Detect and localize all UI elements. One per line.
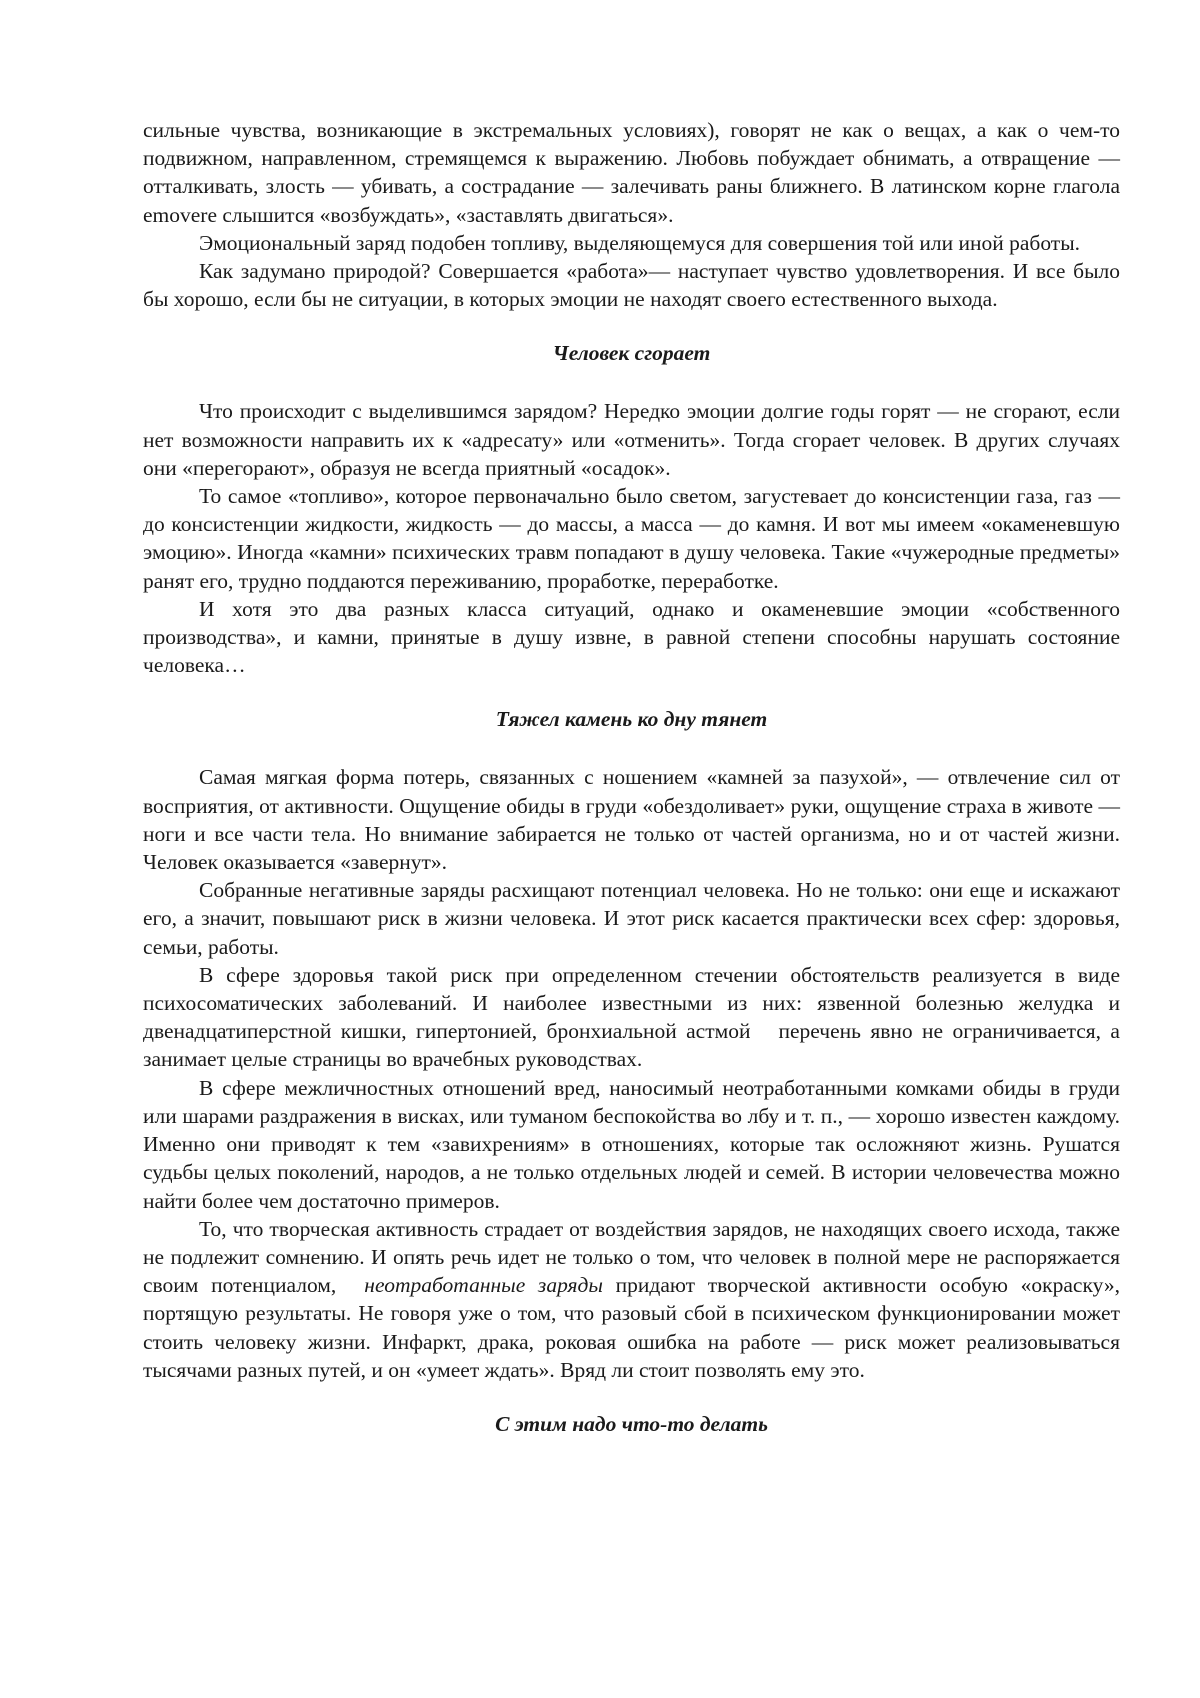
paragraph: И хотя это два разных класса ситуаций, однако и окаменевшие эмоции «собственного производства», и камни, принятые в душу извне, в равной степени способны нарушать состояние человека… [143,596,1120,678]
paragraph [143,1215,1120,1384]
paragraph-part: То, что творческая активность страдает от воздействия зарядов, не находящих своего исхода, также не подлежит сомнению. И опять речь идет не только о том, что человек в полной мере не распоряжается своим потенциалом, [143,1216,1120,1298]
paragraph: Как задумано природой? Совершается «работа»— наступает чувство удовлетворения. И все было бы хорошо, если бы не ситуации, в которых эмоции не находят своего естественного выхода. [143,259,1120,312]
paragraph: В сфере межличностных отношений вред, наносимый неотработанными комками обиды в груди или шарами раздражения в висках, или туманом беспокойства во лбу и т. п., — хорошо известен каждому. Именно они приводят к тем «завихрениям» в отношениях, которые так осложняют жизнь. Рушатся судьбы целых поколений, народов, а не только отдельных людей и семей. В истории человечества можно найти более чем достаточно примеров. [143,1075,1120,1213]
section-heading: Человек сгорает [552,341,711,366]
section-heading: Тяжел камень ко дну тянет [495,707,768,732]
paragraph-part: В сфере здоровья такой риск при определенном стечении обстоятельств реализуется в виде психосоматических заболеваний. И наиболее известными из них: язвенной болезнью желудка и двенадцатиперстной кишки, гипертонией, бронхиальной астмой [143,962,1120,1044]
paragraph: Что происходит с выделившимся зарядом? Нередко эмоции долгие годы горят — не сгорают, если нет возможности направить их к «адресату» или «отменить». Тогда сгорает человек. В других случаях они «перегорают», образуя не всегда приятный «осадок». [143,399,1120,480]
paragraph-part: придают творческой активности особую «окраску», портящую результаты. Не говоря уже о том, что разовый сбой в психическом функционировании может стоить человеку жизни. Инфаркт, драка, роковая ошибка на работе — риск может реализовываться тысячами разных путей, и он «умеет ждать». Вряд ли стоит позволять ему это. [143,1273,1120,1382]
paragraph [143,961,1120,1074]
paragraph-part: перечень явно не ограничивается, а занимает целые страницы во врачебных руководствах. [143,1019,1120,1072]
paragraph: Эмоциональный заряд подобен топливу, выделяющемуся для совершения той или иной работы. [199,230,1081,255]
emphasis-phrase: неотработанные заряды [364,1273,603,1298]
section-heading: С этим надо что-то делать [495,1411,768,1436]
paragraph: То самое «топливо», которое первоначально было светом, загустевает до консистенции газа, газ — до консистенции жидкости, жидкость — до массы, а масса — до камня. И вот мы имеем «окаменевшую эмоцию». Иногда «камни» психических травм попадают в душу человека. Такие «чужеродные предметы» ранят его, трудно поддаются переживанию, проработке, переработке. [143,484,1120,593]
paragraph: Собранные негативные заряды расхищают потенциал человека. Но не только: они еще и искажают его, а значит, повышают риск в жизни человека. И этот риск касается практически всех сфер: здоровья, семьи, работы. [143,878,1120,959]
paragraph: сильные чувства, возникающие в экстремальных условиях), говорят не как о вещах, а как о чем-то подвижном, направленном, стремящемся к выражению. Любовь побуждает обнимать, а отвращение — отталкивать, злость — убивать, а сострадание — залечивать раны ближнего. В латинском корне глагола emovere слышится «возбуждать», «заставлять двигаться». [143,118,1120,227]
text-column [143,116,1120,1438]
paragraph: Самая мягкая форма потерь, связанных с ношением «камней за пазухой», — отвлечение сил от восприятия, от активности. Ощущение обиды в груди «обездоливает» руки, ощущение страха в животе — ноги и все части тела. Но внимание забирается не только от частей организма, но и от частей жизни. Человек оказывается «завернут». [143,765,1120,875]
